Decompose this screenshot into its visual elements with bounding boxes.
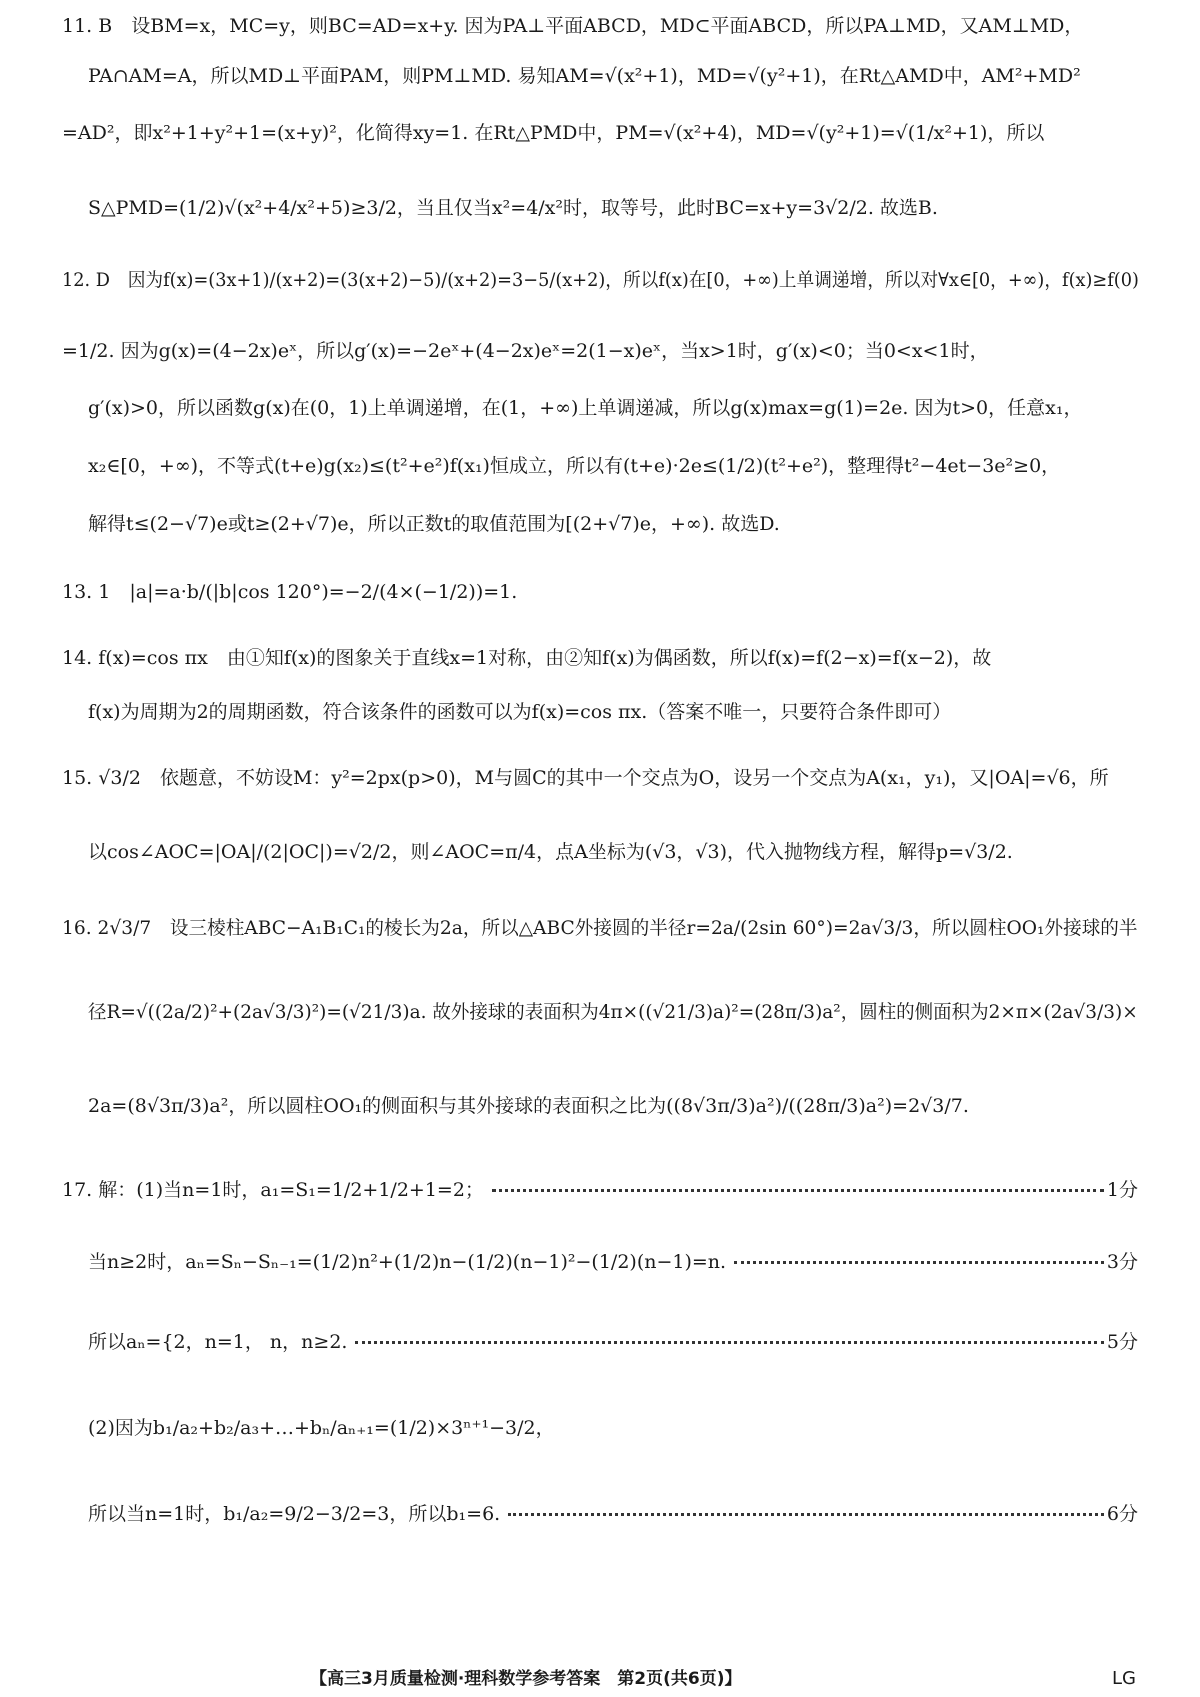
text-line: 2a=(8√3π/3)a²，所以圆柱OO₁的侧面积与其外接球的表面积之比为((8√3π/3)a²)/((28π/3)a²)=2√3/7.	[88, 1095, 969, 1117]
text-line: PA∩AM=A，所以MD⊥平面PAM，则PM⊥MD. 易知AM=√(x²+1)，MD=√(y²+1)，在Rt△AMD中，AM²+MD²	[88, 65, 1081, 87]
text-line: 解得t≤(2−√7)e或t≥(2+√7)e，所以正数t的取值范围为[(2+√7)e，+∞). 故选D.	[88, 513, 780, 535]
text-line: 12. D 因为f(x)=(3x+1)/(x+2)=(3(x+2)−5)/(x+2)=3−5/(x+2)，所以f(x)在[0，+∞)上单调递增，所以对∀x∈[0，+∞)，f(x)≥f(0)	[62, 269, 1139, 291]
text-line: 15. √3/2 依题意，不妨设M：y²=2px(p>0)，M与圆C的其中一个交点为O，设另一个交点为A(x₁，y₁)，又|OA|=√6，所	[62, 767, 1109, 789]
text-line: 当n≥2时，aₙ=Sₙ−Sₙ₋₁=(1/2)n²+(1/2)n−(1/2)(n−1)²−(1/2)(n−1)=n. 3分	[0, 1240, 1200, 1284]
text-line: 13. 1 |a|=a·b/(|b|cos 120°)=−2/(4×(−1/2))=1.	[62, 581, 518, 603]
score-points: 3分	[1106, 1251, 1138, 1273]
text-line: x₂∈[0，+∞)，不等式(t+e)g(x₂)≤(t²+e²)f(x₁)恒成立，所以有(t+e)·2e≤(1/2)(t²+e²)，整理得t²−4et−3e²≥0，	[88, 455, 1061, 477]
text-line: f(x)为周期为2的周期函数，符合该条件的函数可以为f(x)=cos πx.（答案不唯一，只要符合条件即可）	[88, 701, 952, 723]
text-line: =AD²，即x²+1+y²+1=(x+y)²，化简得xy=1. 在Rt△PMD中，PM=√(x²+4)，MD=√(y²+1)=√(1/x²+1)，所以	[62, 122, 1045, 144]
leader-dots	[508, 1513, 1104, 1516]
text-line: 14. f(x)=cos πx 由①知f(x)的图象关于直线x=1对称，由②知f(x)为偶函数，所以f(x)=f(2−x)=f(x−2)，故	[62, 647, 992, 669]
page-footer	[0, 1664, 1200, 1694]
text-line: 11. B 设BM=x，MC=y，则BC=AD=x+y. 因为PA⊥平面ABCD，MD⊂平面ABCD，所以PA⊥MD，又AM⊥MD，	[62, 15, 1084, 37]
text-line: 径R=√((2a/2)²+(2a√3/3)²)=(√21/3)a. 故外接球的表面积为4π×((√21/3)a)²=(28π/3)a²，圆柱的侧面积为2×π×(2a√3/3)×	[88, 1001, 1138, 1023]
text-line: 16. 2√3/7 设三棱柱ABC−A₁B₁C₁的棱长为2a，所以△ABC外接圆的半径r=2a/(2sin 60°)=2a√3/3，所以圆柱OO₁外接球的半	[62, 917, 1138, 939]
footer-title: 【高三3月质量检测·理科数学参考答案 第2页(共6页)】	[310, 1669, 742, 1689]
leader-dots	[734, 1261, 1104, 1264]
text-line: 17. 解：(1)当n=1时，a₁=S₁=1/2+1/2+1=2； 1分	[0, 1168, 1200, 1212]
text-line: S△PMD=(1/2)√(x²+4/x²+5)≥3/2，当且仅当x²=4/x²时，取等号，此时BC=x+y=3√2/2. 故选B.	[88, 197, 938, 219]
footer-code: LG	[1112, 1668, 1136, 1689]
leader-dots	[355, 1341, 1104, 1344]
leader-dots	[492, 1189, 1104, 1192]
score-points: 5分	[1106, 1331, 1138, 1353]
score-points: 6分	[1106, 1503, 1138, 1525]
score-points: 1分	[1106, 1179, 1138, 1201]
text-line: =1/2. 因为g(x)=(4−2x)eˣ，所以g′(x)=−2eˣ+(4−2x)eˣ=2(1−x)eˣ，当x>1时，g′(x)<0；当0<x<1时，	[62, 340, 989, 362]
text-line: 以cos∠AOC=|OA|/(2|OC|)=√2/2，则∠AOC=π/4，点A坐标为(√3，√3)，代入抛物线方程，解得p=√3/2.	[88, 841, 1013, 863]
text-line: 所以aₙ={2，n=1， n，n≥2. 5分	[0, 1320, 1200, 1364]
text-line: (2)因为b₁/a₂+b₂/a₃+…+bₙ/aₙ₊₁=(1/2)×3ⁿ⁺¹−3/2，	[88, 1417, 555, 1439]
text-line: g′(x)>0，所以函数g(x)在(0，1)上单调递增，在(1，+∞)上单调递减，所以g(x)max=g(1)=2e. 因为t>0，任意x₁，	[88, 397, 1083, 419]
text-line: 所以当n=1时，b₁/a₂=9/2−3/2=3，所以b₁=6. 6分	[0, 1492, 1200, 1536]
